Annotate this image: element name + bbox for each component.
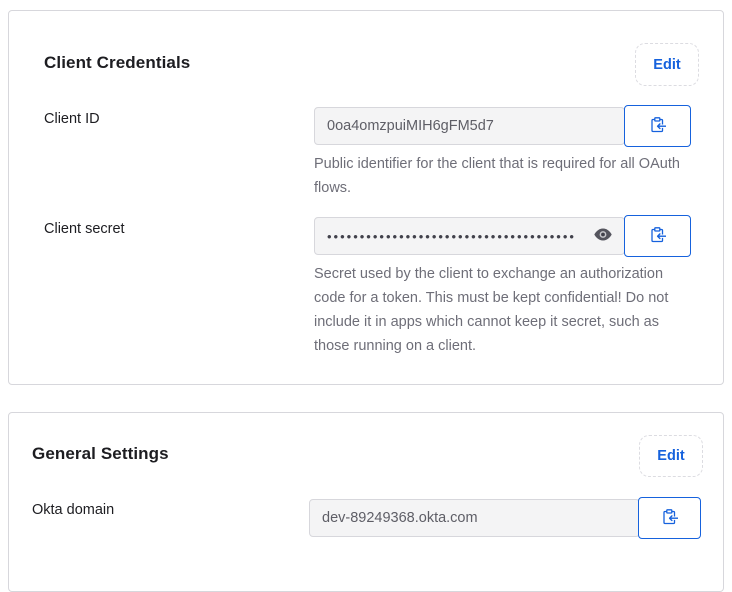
copy-client-id-button[interactable] — [624, 105, 691, 147]
okta-domain-label: Okta domain — [32, 502, 115, 518]
okta-domain-field[interactable] — [309, 499, 640, 537]
clipboard-copy-icon — [649, 116, 667, 137]
client-id-label: Client ID — [44, 111, 100, 127]
okta-domain-value: dev-89249368.okta.com — [322, 510, 478, 526]
clipboard-copy-icon — [649, 226, 667, 247]
general-settings-title: General Settings — [32, 444, 169, 463]
client-secret-field[interactable] — [314, 217, 625, 255]
description-line: Public identifier for the client that is required for all OAuth — [314, 156, 680, 172]
description-line: flows. — [314, 180, 352, 196]
client-secret-label: Client secret — [44, 221, 125, 237]
general-settings-card — [8, 412, 724, 592]
description-line: include it in apps which cannot keep it secret, such as — [314, 314, 659, 330]
client-credentials-title: Client Credentials — [44, 53, 191, 72]
edit-link-label: Edit — [653, 56, 681, 73]
client-secret-description — [314, 262, 668, 358]
client-id-description — [314, 152, 680, 200]
description-line: those running on a client. — [314, 338, 477, 354]
client-credentials-edit-button[interactable] — [635, 43, 699, 86]
client-secret-masked-value: •••••••••••••••••••••••••••••••••••••• — [327, 228, 576, 244]
clipboard-copy-icon — [661, 508, 679, 529]
client-id-value: 0oa4omzpuiMIH6gFM5d7 — [327, 118, 494, 134]
client-id-field[interactable] — [314, 107, 625, 145]
edit-link-label: Edit — [657, 448, 685, 464]
description-line: Secret used by the client to exchange an authorization — [314, 266, 664, 282]
toggle-secret-visibility-button[interactable] — [594, 228, 612, 244]
eye-icon — [594, 228, 612, 244]
copy-client-secret-button[interactable] — [624, 215, 691, 257]
copy-okta-domain-button[interactable] — [638, 497, 701, 539]
client-credentials-card — [8, 10, 724, 385]
description-line: code for a token. This must be kept confidential! Do not — [314, 290, 669, 306]
general-settings-edit-button[interactable] — [639, 435, 703, 477]
